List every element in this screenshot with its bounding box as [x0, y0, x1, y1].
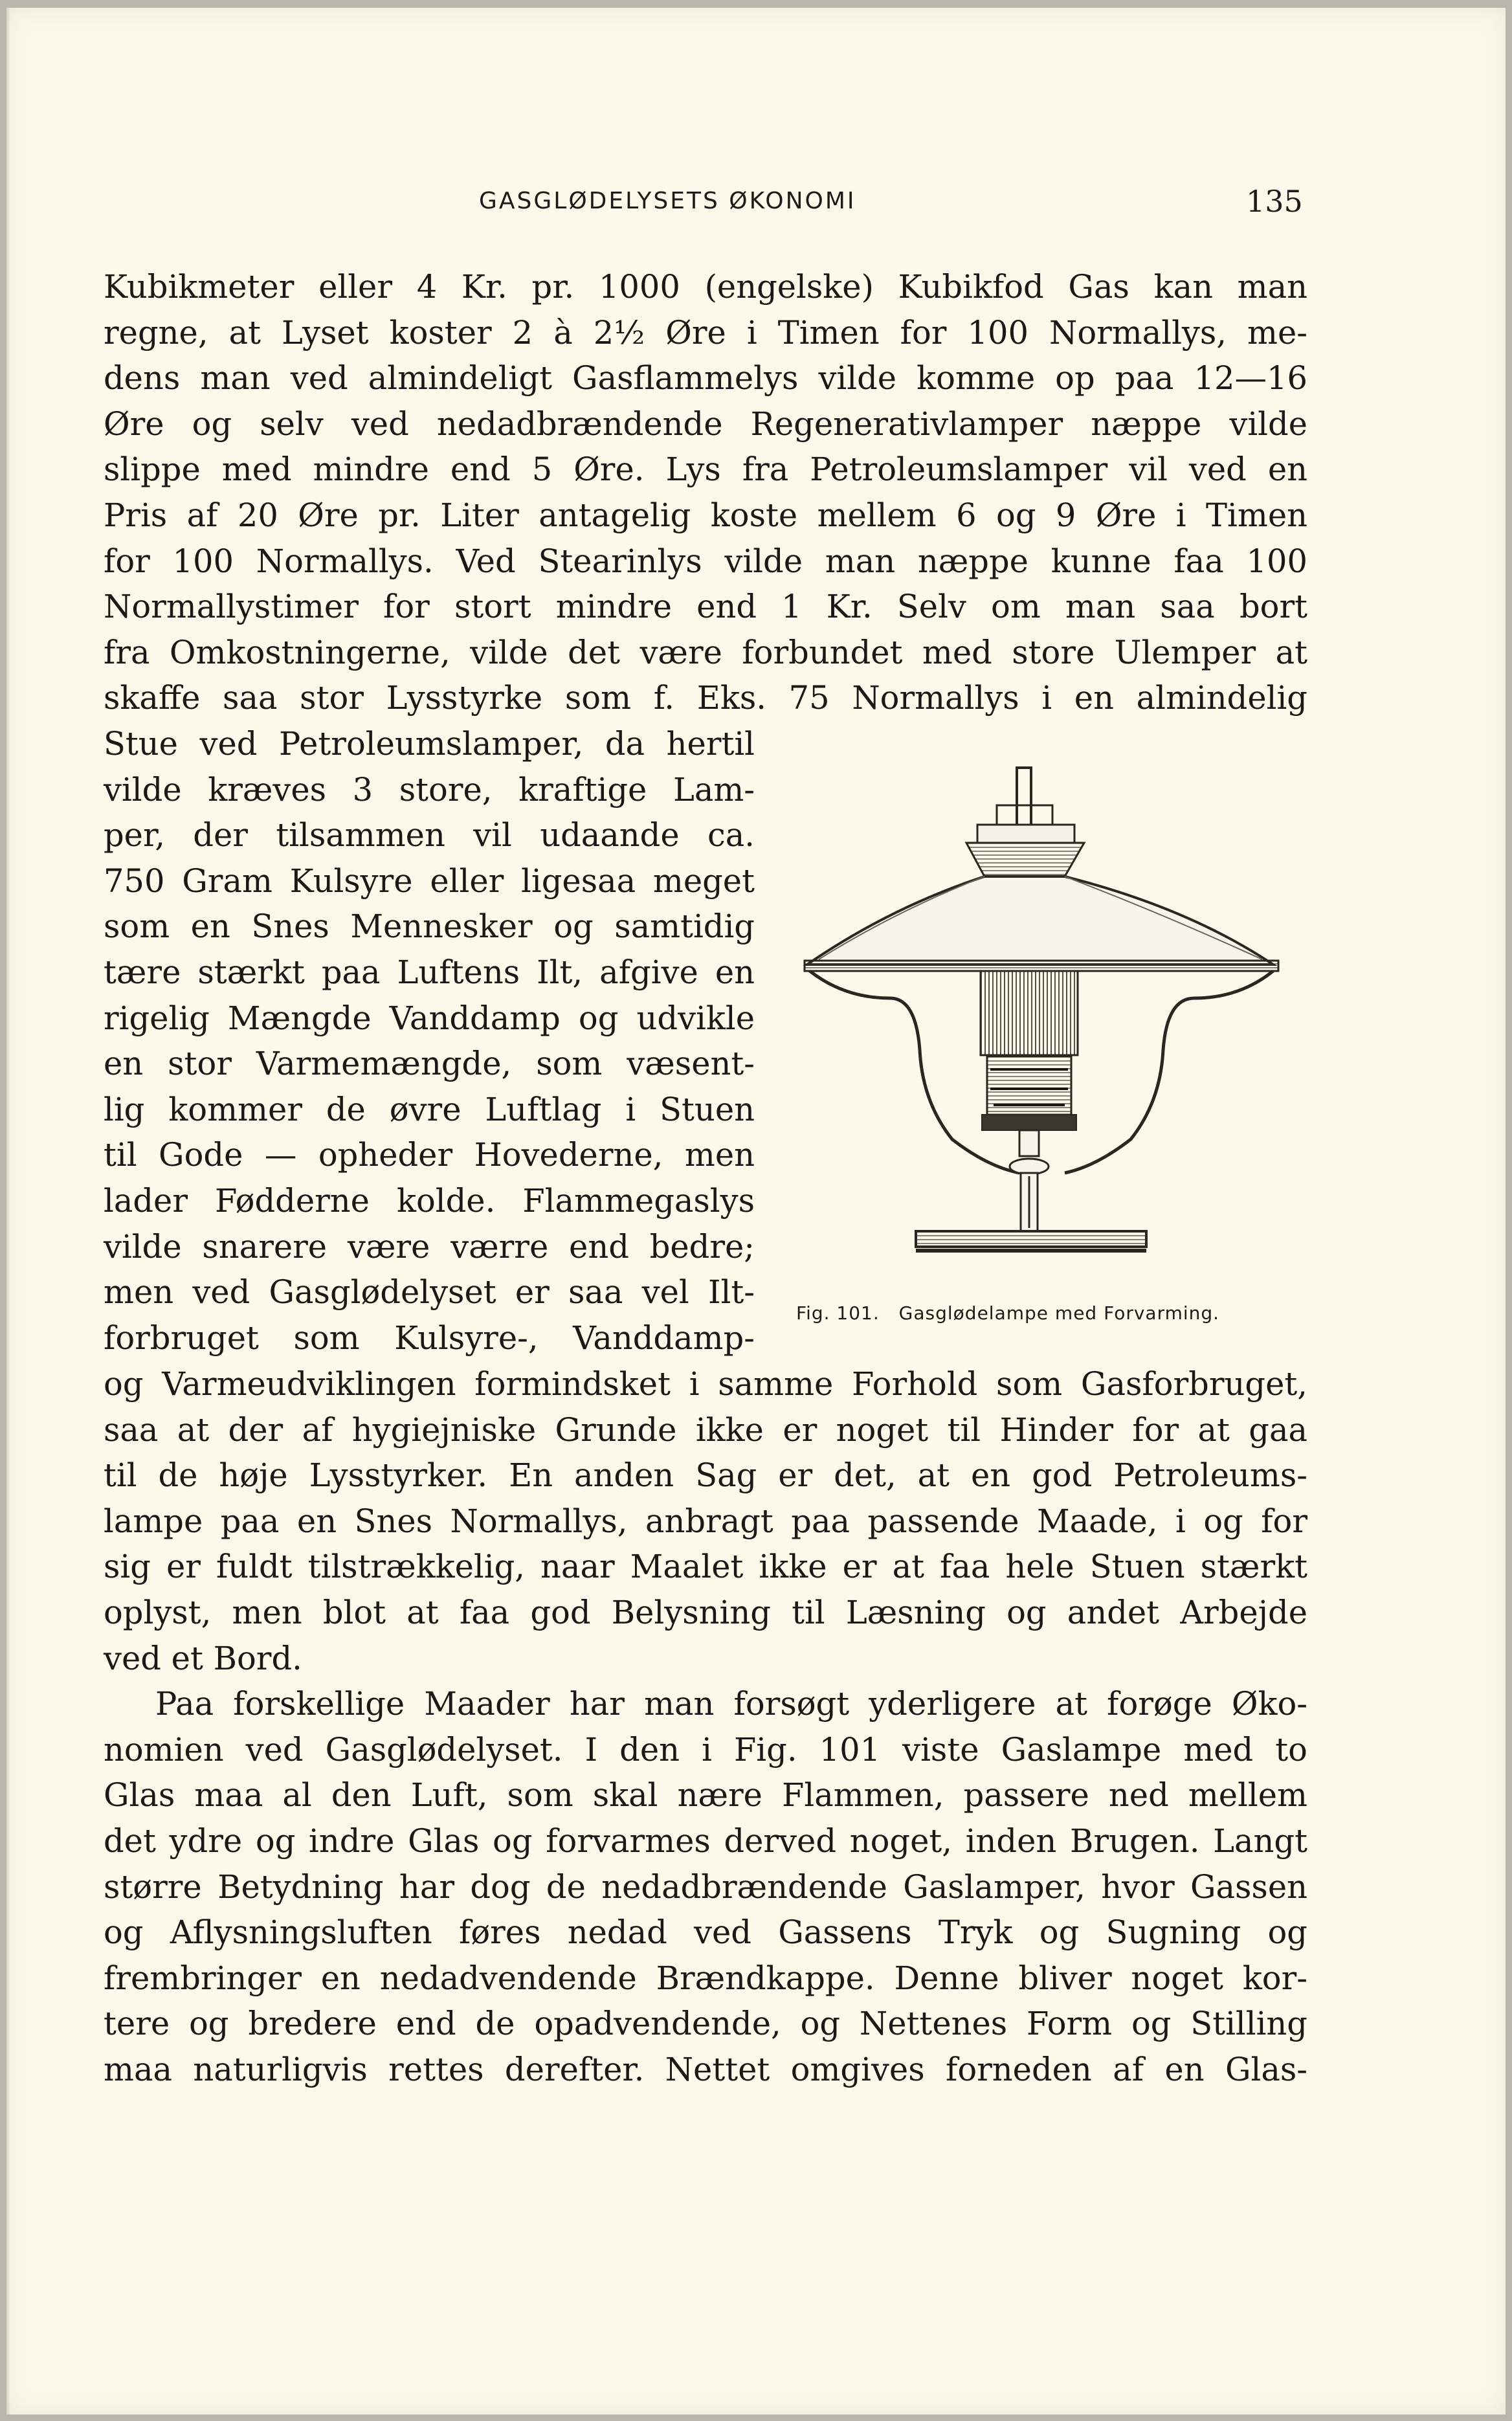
- text-line: som en Snes Mennesker og samtidig: [104, 908, 755, 946]
- figure-caption: [796, 1302, 1307, 1324]
- text-line: Øre og selv ved nedadbrændende Regenerativlamper næppe vilde: [104, 405, 1307, 443]
- page-number: 135: [1246, 184, 1303, 219]
- page-header: [6, 184, 1506, 227]
- text-line: lig kommer de øvre Luftlag i Stuen: [104, 1090, 755, 1128]
- text-line: saa at der af hygiejniske Grunde ikke er noget til Hinder for at gaa: [104, 1411, 1307, 1449]
- text-line: maa naturligvis rettes derefter. Nettet omgives forneden af en Glas-: [104, 2050, 1307, 2088]
- text-line: større Betydning har dog de nedadbrændende Gaslamper, hvor Gassen: [104, 1868, 1307, 1906]
- text-line: per, der tilsammen vil udaande ca.: [104, 816, 755, 854]
- text-line: til de høje Lysstyrker. En anden Sag er det, at en god Petroleums-: [104, 1456, 1307, 1495]
- text-line: ved et Bord.: [104, 1639, 302, 1677]
- text-line: skaffe saa stor Lysstyrke som f. Eks. 75 Normallys i en almindelig: [104, 679, 1307, 717]
- text-line: Stue ved Petroleumslamper, da hertil: [104, 725, 755, 763]
- text-line: lampe paa en Snes Normallys, anbragt paa passende Maade, i og for: [104, 1502, 1307, 1540]
- running-title: GASGLØDELYSETS ØKONOMI: [479, 188, 856, 214]
- text-line: Pris af 20 Øre pr. Liter antagelig koste mellem 6 og 9 Øre i Timen: [104, 496, 1307, 534]
- text-line: for 100 Normallys. Ved Stearinlys vilde man næppe kunne faa 100: [104, 542, 1307, 580]
- text-line: vilde kræves 3 store, kraftige Lam-: [104, 770, 755, 809]
- text-line: til Gode — opheder Hovederne, men: [104, 1136, 755, 1174]
- text-line: 750 Gram Kulsyre eller ligesaa meget: [104, 862, 755, 900]
- paragraph-bottom: [104, 1361, 1307, 2093]
- text-line: en stor Varmemængde, som væsent-: [104, 1045, 755, 1083]
- text-line: nomien ved Gasglødelyset. I den i Fig. 101 viste Gaslampe med to: [104, 1730, 1307, 1768]
- text-line: regne, at Lyset koster 2 à 2½ Øre i Timen for 100 Normallys, me-: [104, 313, 1307, 351]
- text-line: og Aflysningsluften føres nedad ved Gassens Tryk og Sugning og: [104, 1913, 1307, 1952]
- text-line: slippe med mindre end 5 Øre. Lys fra Petroleumslamper vil ved en: [104, 451, 1307, 489]
- text-line: dens man ved almindeligt Gasflammelys vilde komme op paa 12—16: [104, 359, 1307, 397]
- figure-101: [793, 752, 1298, 1335]
- text-line: fra Omkostningerne, vilde det være forbundet med store Ulemper at: [104, 633, 1307, 671]
- text-line: forbruget som Kulsyre-, Vanddamp-: [104, 1319, 755, 1357]
- text-line: Normallystimer for stort mindre end 1 Kr. Selv om man saa bort: [104, 588, 1307, 626]
- gas-lamp-icon: [793, 752, 1298, 1270]
- text-line: tære stærkt paa Luftens Ilt, afgive en: [104, 953, 755, 991]
- book-page: [6, 8, 1506, 2415]
- text-line: oplyst, men blot at faa god Belysning til Læsning og andet Arbejde: [104, 1593, 1307, 1631]
- text-line: lader Fødderne kolde. Flammegaslys: [104, 1181, 755, 1220]
- text-line: Kubikmeter eller 4 Kr. pr. 1000 (engelske) Kubikfod Gas kan man: [104, 268, 1307, 306]
- text-line: rigelig Mængde Vanddamp og udvikle: [104, 999, 755, 1037]
- text-line: og Varmeudviklingen formindsket i samme Forhold som Gasforbruget,: [104, 1365, 1307, 1403]
- text-line: men ved Gasglødelyset er saa vel Ilt-: [104, 1273, 755, 1311]
- figure-caption-text: Gasglødelampe med Forvarming.: [898, 1302, 1220, 1324]
- text-line: sig er fuldt tilstrækkelig, naar Maalet ikke er at faa hele Stuen stærkt: [104, 1548, 1307, 1586]
- text-line: Paa forskellige Maader har man forsøgt yderligere at forøge Øko-: [155, 1685, 1307, 1723]
- text-line: Glas maa al den Luft, som skal nære Flammen, passere ned mellem: [104, 1776, 1307, 1814]
- figure-label: Fig. 101.: [796, 1302, 880, 1324]
- text-line: det ydre og indre Glas og forvarmes derved noget, inden Brugen. Langt: [104, 1822, 1307, 1860]
- text-line: vilde snarere være værre end bedre;: [104, 1227, 755, 1266]
- text-line: frembringer en nedadvendende Brændkappe. Denne bliver noget kor-: [104, 1959, 1307, 1997]
- text-line: tere og bredere end de opadvendende, og Nettenes Form og Stilling: [104, 2005, 1307, 2043]
- paragraph-wrapped-left: [104, 721, 755, 1361]
- paragraph-top: [104, 264, 1307, 721]
